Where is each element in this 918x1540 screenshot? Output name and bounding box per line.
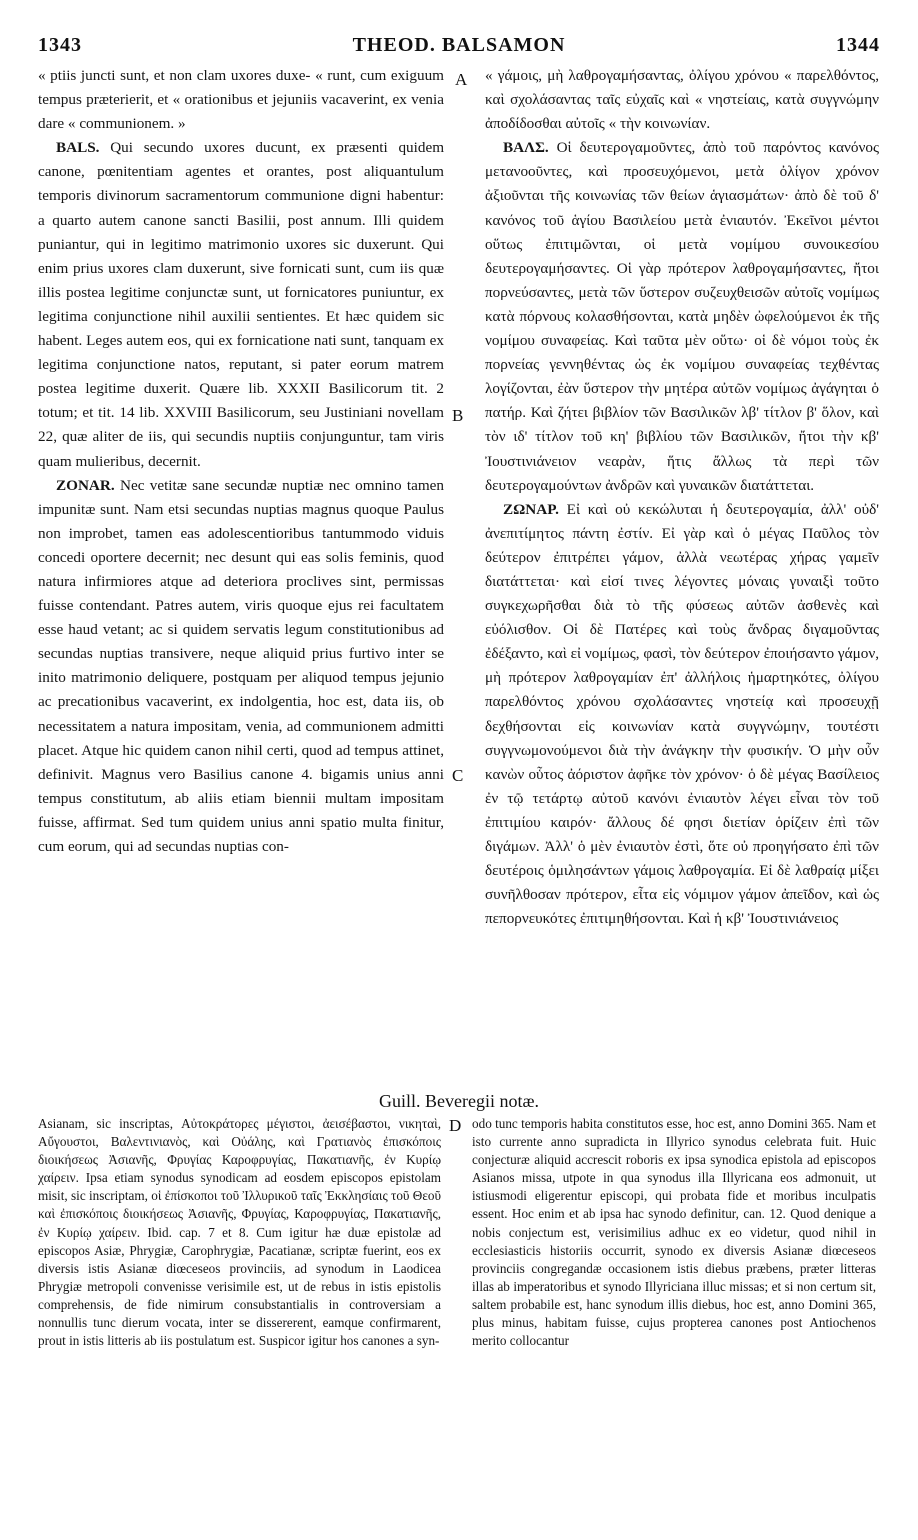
running-title: THEOD. BALSAMON <box>352 34 566 56</box>
notes-right-text: odo tunc temporis habita constitutos esse, hoc est, anno Domini 365. Nam et isto currente anno supradicta in Illyrico synodus celebrata fuit. Huic conjecturæ aliquid accrescit roboris ex ipsa synodica epistola ad episcopos Asianos missa, utpote in qua synodus illa Illyricana eos admonuit, ut istiusmodi eligerentur episcopi, qui probata fide et moribus inculpatis essent. Hoc enim et ab ipsa hac synodo definitur, can. 12. Quod denique a nobis conjectum est, verisimilius adhuc ex eo videtur, quod nihil in ecclesiasticis historiis occurrit, synodo ex diversis Asianæ diœceseos provinciis congregandæ occasionem istis diebus præbens, præter litteras illas ab imperatoribus et synodo Illyriciana illuc missas; et si non certum sit, saltem probabile est, hanc synodum illis diebus, hoc est, anno Domini 365, plus minus, habitam fuisse, cujus propterea canones post Antiochenos merito collocantur <box>472 1116 876 1349</box>
greek-balsamon-paragraph <box>485 136 879 497</box>
latin-zonaras-text: Nec vetitæ sane secundæ nuptiæ nec omnino tamen impunitæ sunt. Nam etsi secundas nuptias magnus quoque Paulus non improbet, tamen eas adolescentioribus tantummodo viduis concedi oportere decernit; nec desunt qui eas solis feminis, quod natura infirmiores atque ad deteriora proclives sint, permissas fuisse contendant. Patres autem, viris quoque ejus rei facultatem esse haud vetant; ac si quidem servatis legum constitutionibus ad secundas nuptias transivere, neque aliquid prius furtivo inter se inito matrimonio deliquere, postquam per aliquod tempus jejunio ac precationibus vacaverint, ex indolgentia, hoc est, data iis, ob necessitatem a natura impositam, venia, ad communionem admitti placet. Atque hic quidem canon nihil certi, quod ad tempus attinet, definivit. Magnus vero Basilius canone 4. bigamis unius anni tempus constitutum, ab aliis etiam biennii multam impositam fuisse, affirmat. Sed tum quidem unius anni spatio multa finitur, cum eorum, qui ad secundas nuptias con- <box>38 476 445 855</box>
margin-letter-b: B <box>452 406 464 425</box>
margin-letter-a: A <box>455 70 468 89</box>
latin-balsamon-paragraph <box>38 136 444 473</box>
greek-column <box>485 64 879 931</box>
margin-letter-c: C <box>452 766 464 785</box>
page-number-right: 1344 <box>836 34 880 56</box>
greek-canon-quote: « γάμοις, μὴ λαθρογαμήσαντας, ὀλίγου χρόνου « παρελθόντος, καὶ σχολάσαντας ταῖς εὐχαῖς καὶ « νηστείαις, κατὰ συγγνώμην ἀποδίδοσθαι αὐτοῖς « τὴν κοινωνίαν. <box>485 67 879 133</box>
latin-canon-quote: « ptiis juncti sunt, et non clam uxores duxe- « runt, cum exiguum tempus præterierit, et « orationibus et jejuniis vacaverint, ex venia dare « communionem. » <box>38 67 444 133</box>
page-number-left: 1343 <box>38 34 82 56</box>
notes-left-column <box>38 1115 441 1350</box>
greek-zonaras-paragraph <box>485 498 879 932</box>
margin-letter-d: D <box>449 1116 462 1135</box>
latin-zonaras-paragraph <box>38 474 444 860</box>
greek-zonaras-text: Εἰ καὶ οὐ κεκώλυται ἡ δευτερογαμία, ἀλλ' οὐδ' ἀνεπιτίμητος πάντη ἐστίν. Εἰ γὰρ καὶ ὁ μέγας Παῦλος τὸν δεύτερον ἐπιτρέπει γάμον, ἀλλὰ νεωτέρας χήρας γαμεῖν διατάττεται· καὶ εἰσί τινες λέγοντες μόναις γυναιξὶ τοῦτο συγκεχωρῆσθαι διὰ τὸ τῆς φύσεως αὐτῶν ἀσθενὲς καὶ εὐόλισθον. Οἱ δὲ Πατέρες καὶ τοὺς ἄνδρας διγαμοῦντας ἐδέξαντο, καὶ εἰ νομίμως, φασὶ, τὸν δεύτερον ἐποιήσαντο γάμον, μὴ πρότερον λαθρογαμίαν ἐπ' ἀλλήλοις ἡμαρτηκότες, ὀλίγου παρελθόντος χρόνου σχολάσαντες νηστείᾳ καὶ προσευχῇ δεχθήσονται εἰς κοινωνίαν κατὰ συγγνώμην, τουτέστι συγγνωμονούμενοι διὰ τὴν ἀνάγκην τὴν φυσικήν. Ὁ μὴν οὖν κανὼν οὗτος ἀόριστον ἀφῆκε τὸν χρόνον· ὁ δὲ μέγας Βασίλειος ἐν τῷ τετάρτῳ αὐτοῦ κανόνι ἐνιαυτὸν λέγει εἶναι τὸν τοῦ ἐπιτιμίου καιρόν· ἄλλους δέ φησι διετίαν ὁρίζειν ἐπὶ τῶν διγάμων. Ἀλλ' ὁ μὲν ἐνιαυτὸν ἐστὶ, ὅτε οὐ προηγήσατο ἐπὶ τῶν δευτέροις ὁμιλησάντων γάμοις λαθρογαμία. Εἰ δὲ λαθραίᾳ μίξει συνῆλθοσαν πρότερον, εἶτα εἰς νόμιμον γάμον ἀπεῖδον, καὶ ὡς πεπορνευκότες ἐπιτιμηθήσονται. Καὶ ἡ κβ' Ἰουστινιάνειος <box>485 500 879 928</box>
latin-balsamon-text: Qui secundo uxores ducunt, ex præsenti quidem canone, pœnitentiam agentes et orantes, post aliquantulum temporis divinorum sacramentorum communione digni habentur: a quarto autem canone sancti Basilii, post annum. Illi quidem puniantur, qui in legitimo matrimonio uxores sic duxerunt. Qui enim prius uxores clam duxerunt, sive fornicati sunt, cum iis quæ illis postea legitime conjunctæ sunt, ut fornicatores puniuntur, ex legitima conjunctione nihil auxilii sentientes. Et hæc quidem sic habent. Leges autem eos, qui ex fornicatione nati sunt, tanquam ex legitima conjunctione natos, reputant, si pater eorum matrem postea legitime duxerit. Quære lib. XXXII Basilicorum tit. 2 totum; et tit. 14 lib. XXVIII Basilicorum, seu Justiniani novellam 22, quæ aliter de iis, qui secundis nuptiis conjunguntur, tam viris quam mulieribus, decernit. <box>38 139 445 470</box>
notes-left-text: Asianam, sic inscriptas, Αὐτοκράτορες μέγιστοι, ἀεισέβαστοι, νικηταὶ, Αὔγουστοι, Βαλεντινιανὸς, καὶ Οὐάλης, καὶ Γρατιανὸς ἐπισκόποις διοικήσεως Ἀσιανῆς, Φρυγίας Καροφρυγίας, Πακατιανῆς, ἐν Κυρίῳ χαίρειν. Ipsa etiam synodus synodicam ad eosdem episcopos epistolam misit, sic inscriptam, οἱ ἐπίσκοποι τοῦ Ἰλλυρικοῦ ταῖς Ἐκκλησίαις τοῦ Θεοῦ καὶ ἐπισκόποις διοικήσεως Ἀσιανῆς, Φρυγίας, Καροφρυγίας, Πακατιανῆς, ἐν Κυρίῳ χαίρειν. Ibid. cap. 7 et 8. Cum igitur hæ duæ epistolæ ad episcopos Asiæ, Phrygiæ, Carophrygiæ, Pacatianæ, scriptæ fuerint, eos ex diversis istis Asianæ diœceseos provinciis, ad synodum in Laodicea Phrygiæ metropoli convenisse verisimile est, ut de rebus in istis epistolis comprehensis, de fide nimirum consubstantialis in controversiam a nonnullis tunc dierum vocata, inter se dissererent, eamque confirmarent, prout in istis litteris ab iis postulatum est. Suspicor igitur hos canones a syn- <box>38 1116 441 1349</box>
notes-right-column <box>472 1115 876 1350</box>
latin-zonaras-label: ZONAR. <box>56 476 115 494</box>
greek-balsamon-text: Οἱ δευτερογαμοῦντες, ἀπὸ τοῦ παρόντος κανόνος μετανοοῦντες, καὶ προσευχόμενοι, μετὰ ὀλίγον χρόνον ἀξιοῦνται τῆς κοινωνίας τῶν θείων ἁγιασμάτων· ἀπὸ δὲ τοῦ δ' κανόνος τοῦ ἁγίου Βασιλείου μετὰ ἐνιαυτόν. Ἐκεῖνοι μέντοι οὕτως ἐπιτιμῶνται, οἱ μετὰ νομίμου συνοικεσίου δευτερογαμήσαντες. Οἱ γὰρ πρότερον λαθρογαμήσαντες, ἤτοι πορνεύσαντες, μετὰ τῶν ὕστερον συζευχθεισῶν αὐτοῖς νομίμως κατὰ πόρνους κολασθήσονται, κατὰ μηδὲν ὠφελούμενοι ἐκ τῆς νομίμου συναφείας. Καὶ ταῦτα μὲν οὕτω· οἱ δὲ νόμοι τοὺς ἐκ πορνείας γεννηθέντας ὡς ἐκ νομίμου συναφείας τεχθέντας λογίζονται, ἐὰν ὕστερον τὴν μητέρα αὐτῶν νομίμως ἀγάγηται ὁ πατήρ. Καὶ ζήτει βιβλίον τῶν Βασιλικῶν λβ' τίτλον β' ὅλον, καὶ τὸν ιδ' τίτλον τοῦ κη' βιβλίου τῶν Βασιλικῶν, ἤτοι τὴν κβ' Ἰουστινιάνειον νεαρὰν, ἥτις ἄλλως τὰ περὶ τῶν δευτερογαμούντων ἀνδρῶν καὶ γυναικῶν διατάττεται. <box>485 139 879 494</box>
greek-zonaras-label: ΖΩΝΑΡ. <box>503 500 559 518</box>
latin-balsamon-label: BALS. <box>56 139 100 157</box>
notes-title: Guill. Beveregii notæ. <box>379 1091 539 1111</box>
latin-column <box>38 64 444 859</box>
greek-balsamon-label: ΒΑΛΣ. <box>503 139 549 157</box>
